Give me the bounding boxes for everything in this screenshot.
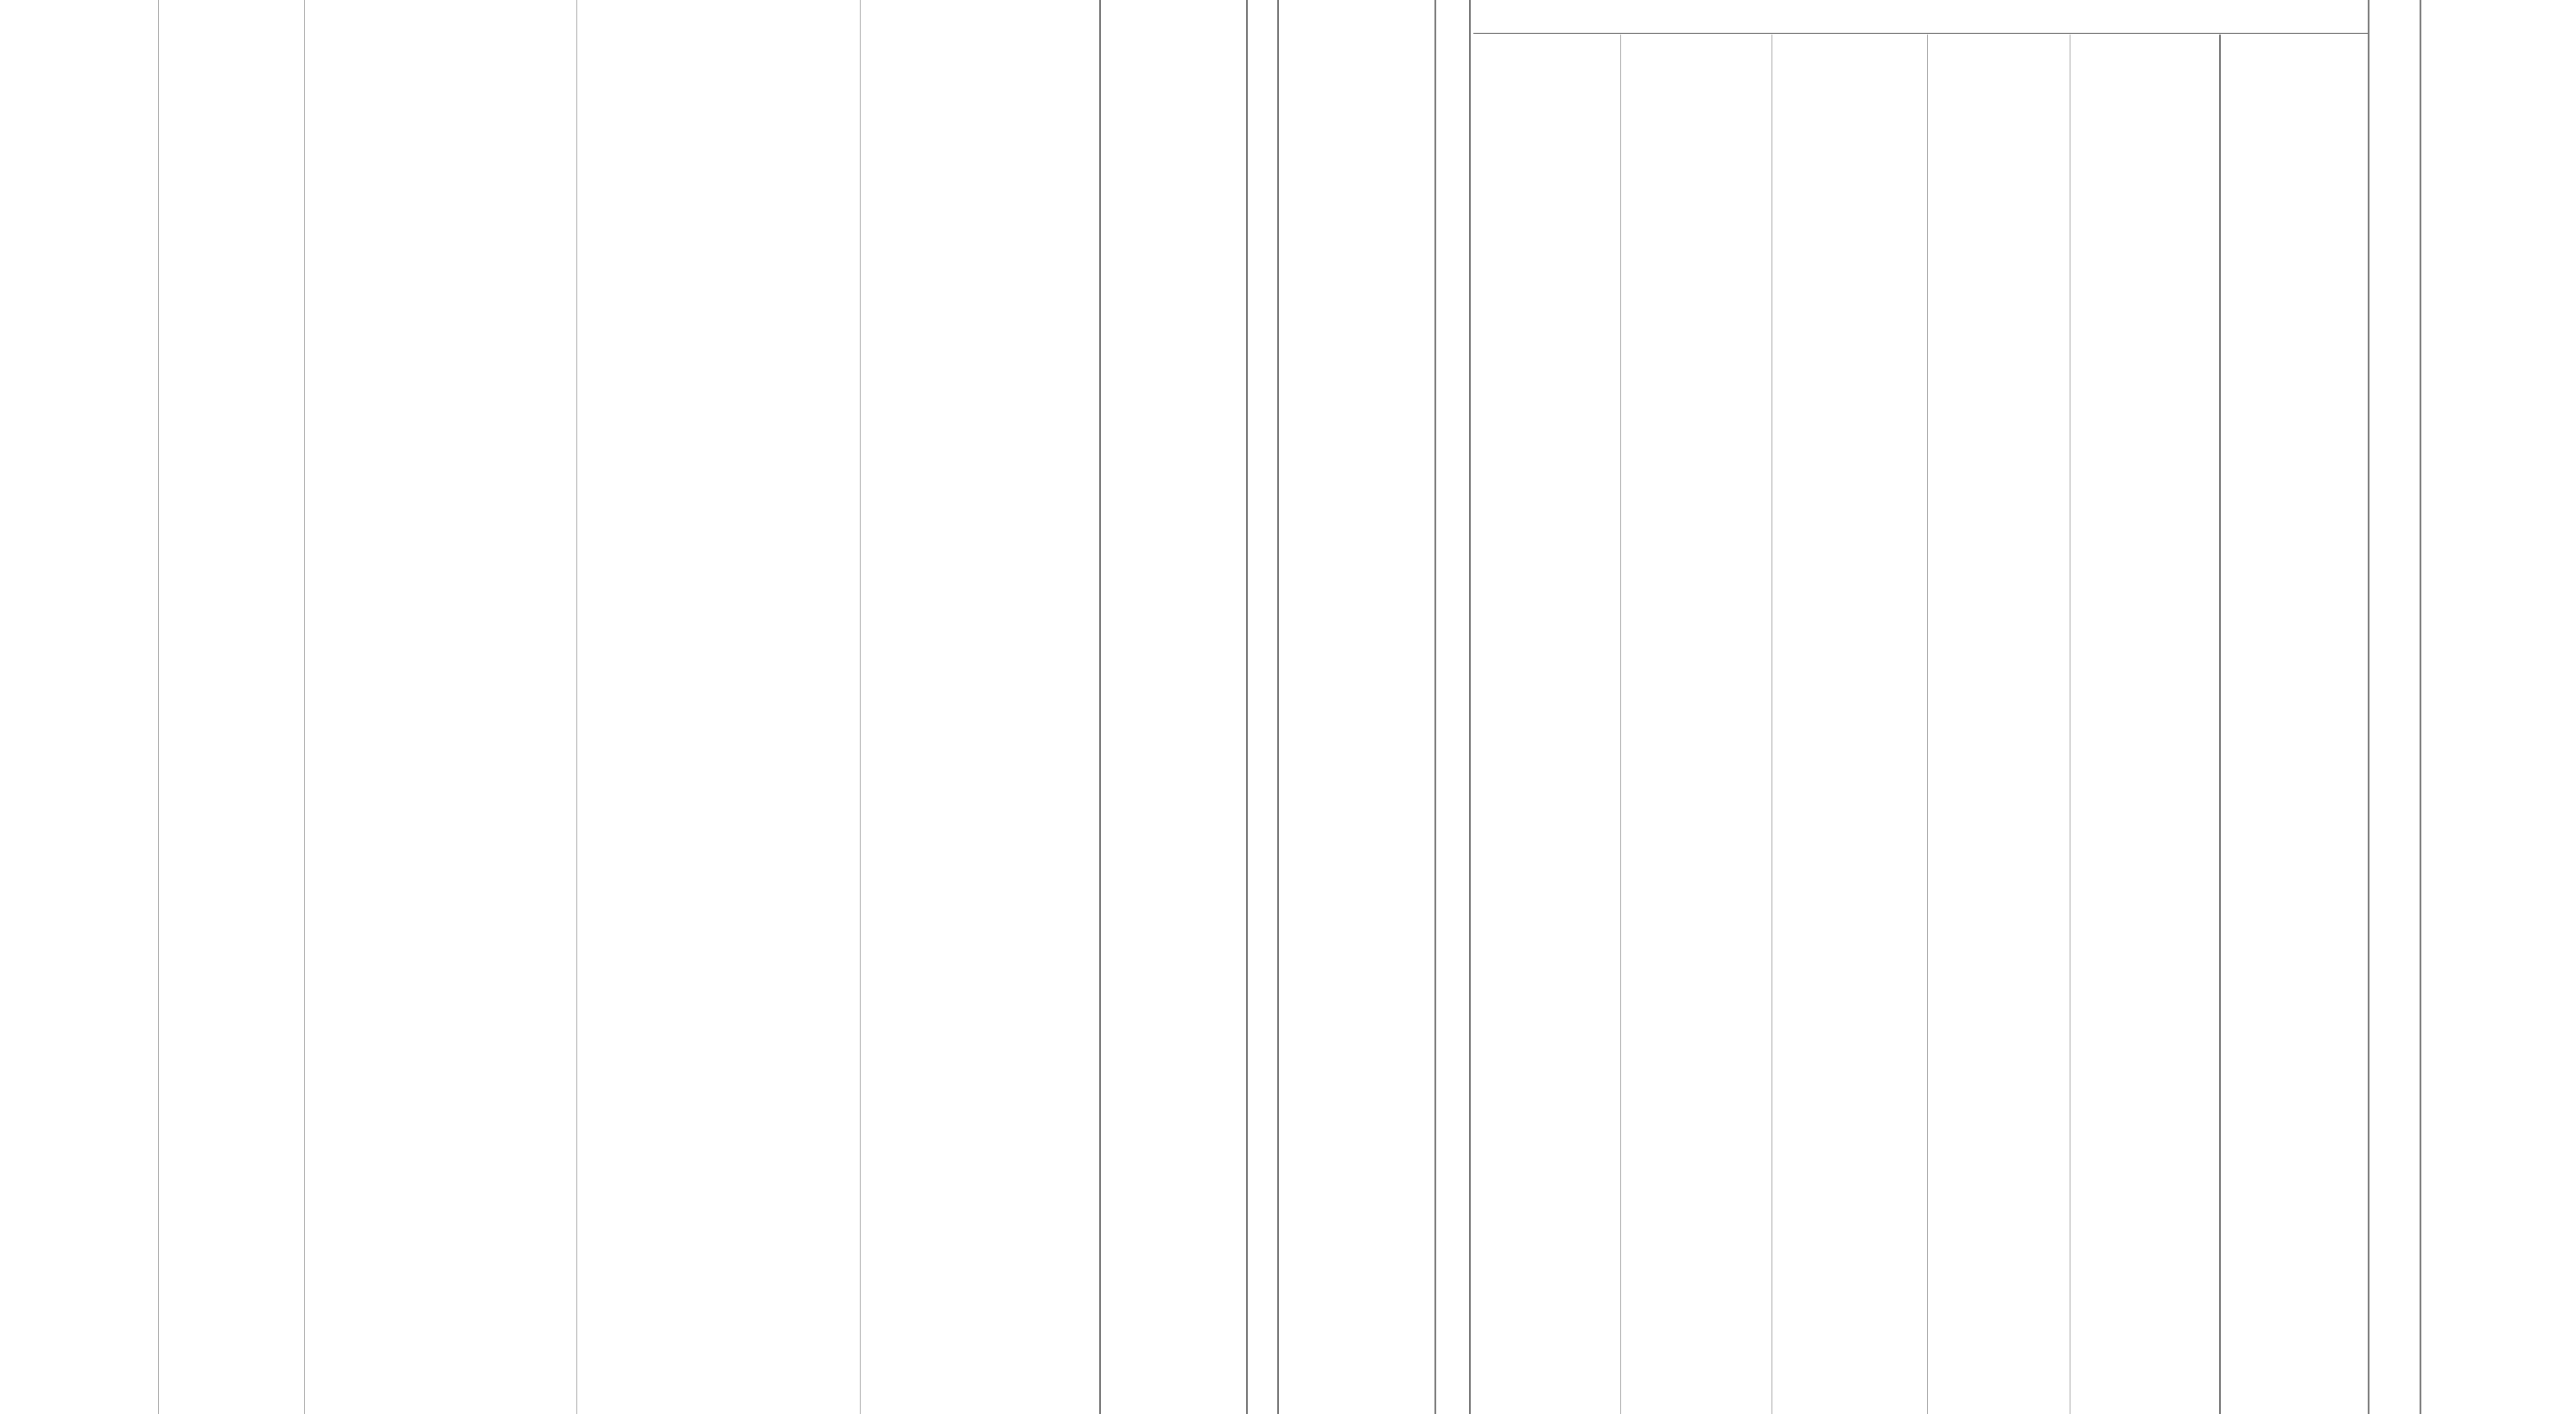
col-divider: [2420, 0, 2421, 1414]
col-divider: [1277, 0, 1279, 1414]
col-divider: [1246, 0, 1248, 1414]
col-divider: [1620, 35, 1621, 1414]
header-fase-rule: [1473, 33, 2368, 34]
col-divider: [860, 0, 861, 1414]
col-divider: [1099, 0, 1101, 1414]
col-divider: [2219, 35, 2221, 1414]
col-divider: [576, 0, 577, 1414]
col-divider: [158, 0, 159, 1414]
col-divider: [1469, 0, 1471, 1414]
col-divider: [1771, 35, 1772, 1414]
col-divider: [1434, 0, 1436, 1414]
col-divider: [2368, 0, 2369, 1414]
col-divider: [1927, 35, 1928, 1414]
col-divider: [304, 0, 305, 1414]
